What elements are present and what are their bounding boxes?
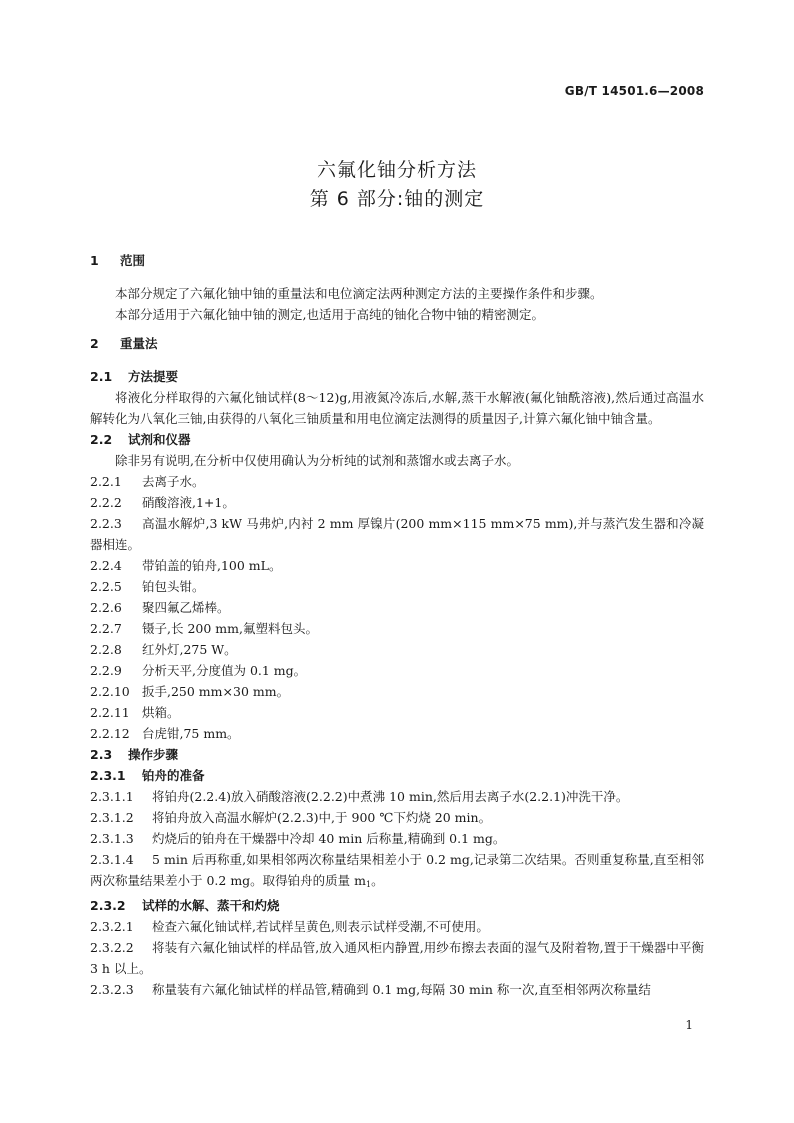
subsection-heading: 2.1 方法提要 bbox=[90, 369, 179, 384]
list-item: 2.2.5 铂包头钳。 bbox=[90, 579, 205, 594]
list-item: 2.2.2 硝酸溶液,1+1。 bbox=[90, 495, 235, 510]
list-item: 2.3.2.3 称量装有六氟化铀试样的样品管,精确到 0.1 mg,每隔 30 min 称一次,直至相邻两次称量结 bbox=[90, 982, 651, 997]
page-number: 1 bbox=[685, 1018, 693, 1032]
list-item: 2.2.9 分析天平,分度值为 0.1 mg。 bbox=[90, 663, 307, 678]
list-item: 2.2.12 台虎钳,75 mm。 bbox=[90, 726, 240, 741]
list-item: 2.3.2.2 将装有六氟化铀试样的样品管,放入通风柜内静置,用纱布擦去表面的湿气及附着物,置于干燥器中平衡 3 h 以上。 bbox=[90, 940, 704, 976]
list-item: 2.3.1.1 将铂舟(2.2.4)放入硝酸溶液(2.2.2)中煮沸 10 min,然后用去离子水(2.2.1)冲洗干净。 bbox=[90, 789, 629, 804]
list-item: 2.3.1.2 将铂舟放入高温水解炉(2.2.3)中,于 900 ℃下灼烧 20 min。 bbox=[90, 810, 492, 825]
list-item: 2.3.2.1 检查六氟化铀试样,若试样呈黄色,则表示试样受潮,不可使用。 bbox=[90, 919, 489, 934]
list-item: 2.2.4 带铂盖的铂舟,100 mL。 bbox=[90, 558, 282, 573]
list-item: 2.2.7 镊子,长 200 mm,氟塑料包头。 bbox=[90, 621, 318, 636]
paragraph: 本部分适用于六氟化铀中铀的测定,也适用于高纯的铀化合物中铀的精密测定。 bbox=[115, 307, 544, 322]
paragraph: 将液化分样取得的六氟化铀试样(8～12)g,用液氮冷冻后,水解,蒸干水解液(氟化铀酰溶液),然后通过高温水解转化为八氧化三铀,由获得的八氧化三铀质量和用电位滴定法测得的质量因子,计算六氟化铀中铀含量。 bbox=[90, 390, 704, 426]
list-item: 2.3.1.3 灼烧后的铂舟在干燥器中冷却 40 min 后称量,精确到 0.1 mg。 bbox=[90, 831, 506, 846]
section-1-heading: 1 范围 bbox=[90, 253, 146, 268]
subsection-heading: 2.2 试剂和仪器 bbox=[90, 432, 191, 447]
subsection-heading: 2.3 操作步骤 bbox=[90, 747, 179, 762]
list-item: 2.2.10 扳手,250 mm×30 mm。 bbox=[90, 684, 290, 699]
document-body bbox=[90, 250, 704, 1000]
paragraph: 本部分规定了六氟化铀中铀的重量法和电位滴定法两种测定方法的主要操作条件和步骤。 bbox=[115, 286, 603, 301]
subsubsection-heading: 2.3.2 试样的水解、蒸干和灼烧 bbox=[90, 898, 280, 913]
list-item: 2.2.8 红外灯,275 W。 bbox=[90, 642, 237, 657]
list-item: 2.3.1.4 5 min 后再称重,如果相邻两次称量结果相差小于 0.2 mg,记录第二次结果。否则重复称量,直至相邻两次称量结果差小于 0.2 mg。取得铂舟的质量 $m_1$。 bbox=[90, 852, 704, 889]
list-item: 2.2.3 高温水解炉,3 kW 马弗炉,内衬 2 mm 厚镍片(200 mm×115 mm×75 mm),并与蒸汽发生器和冷凝器相连。 bbox=[90, 516, 704, 552]
section-2-heading: 2 重量法 bbox=[90, 336, 158, 351]
list-item: 2.2.1 去离子水。 bbox=[90, 474, 205, 489]
list-item: 2.2.11 烘箱。 bbox=[90, 705, 180, 720]
paragraph: 除非另有说明,在分析中仅使用确认为分析纯的试剂和蒸馏水或去离子水。 bbox=[115, 453, 519, 468]
document-subtitle: 第 6 部分:铀的测定 bbox=[309, 188, 485, 210]
subsubsection-heading: 2.3.1 铂舟的准备 bbox=[90, 768, 205, 783]
standard-code: GB/T 14501.6—2008 bbox=[564, 84, 704, 98]
list-item: 2.2.6 聚四氟乙烯棒。 bbox=[90, 600, 230, 615]
document-title: 六氟化铀分析方法 bbox=[316, 159, 477, 181]
